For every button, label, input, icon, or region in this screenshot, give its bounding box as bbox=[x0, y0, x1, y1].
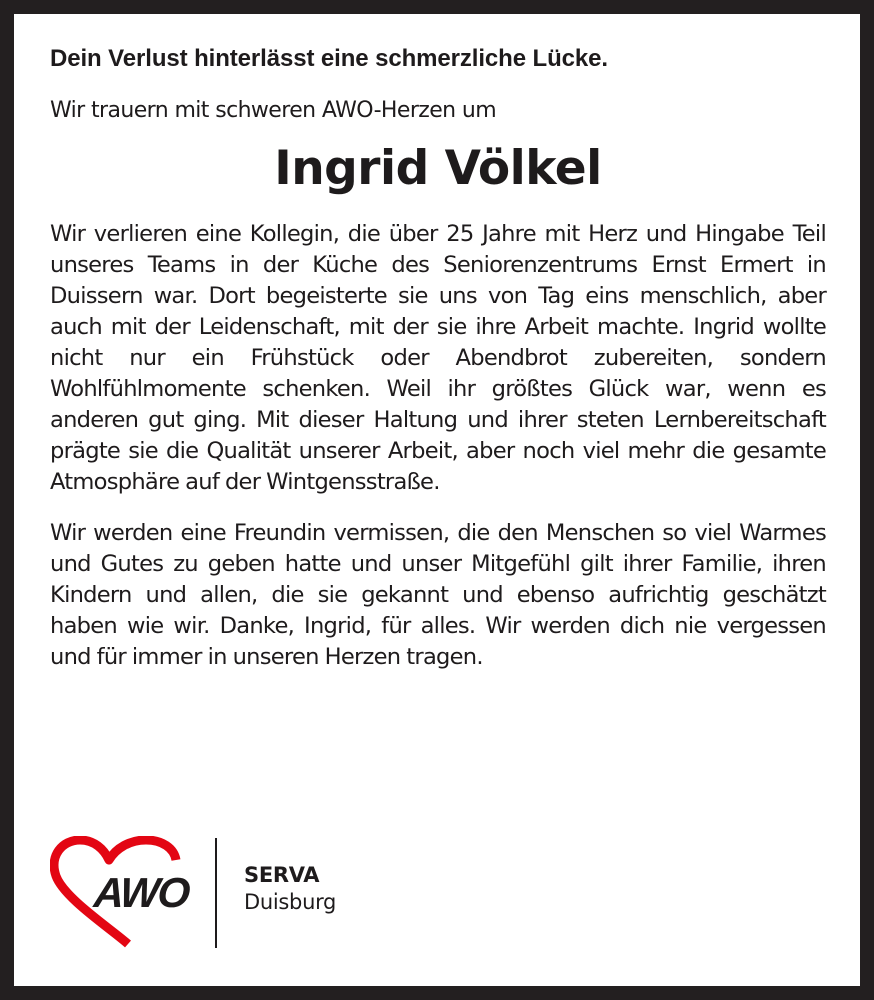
obituary-notice bbox=[50, 44, 826, 673]
organization-city: Duisburg bbox=[244, 890, 337, 914]
signature-block bbox=[50, 836, 450, 951]
headline: Dein Verlust hinterlässt eine schmerzliche Lücke. bbox=[50, 45, 608, 72]
deceased-name: Ingrid Völkel bbox=[274, 141, 602, 196]
awo-logo-text: AWO bbox=[92, 869, 191, 916]
intro-line: Wir trauern mit schweren AWO-Herzen um bbox=[50, 98, 497, 123]
vertical-divider bbox=[215, 838, 217, 948]
paragraph-tribute: Wir verlieren eine Kollegin, die über 25 Jahre mit Herz und Hingabe Teil unseres Teams in der Küche des Seniorenzentrums Ernst Ermert in Duissern war. Dort begeisterte sie uns von Tag eins menschlich, aber auch mit der Leidenschaft, mit der sie ihre Arbeit machte. Ingrid wollte nicht nur ein Frühstück oder Abendbrot zubereiten, sondern Wohlfühlmomente schenken. Weil ihr größtes Glück war, wenn es anderen gut ging. Mit dieser Haltung und ihrer steten Lernbereitschaft prägte sie die Qualität unserer Arbeit, aber noch viel mehr die gesamte Atmosphäre auf der Wintgensstraße. bbox=[50, 221, 826, 495]
awo-logo bbox=[50, 836, 200, 948]
paragraph-farewell: Wir werden eine Freundin vermissen, die den Menschen so viel Warmes und Gutes zu geben hatte und unser Mitgefühl gilt ihrer Familie, ihren Kindern und allen, die sie gekannt und ebenso aufrichtig geschätzt haben wie wir. Danke, Ingrid, für alles. Wir werden dich nie vergessen und für immer in unseren Herzen tragen. bbox=[50, 520, 826, 670]
organization-name: SERVA bbox=[244, 863, 320, 887]
